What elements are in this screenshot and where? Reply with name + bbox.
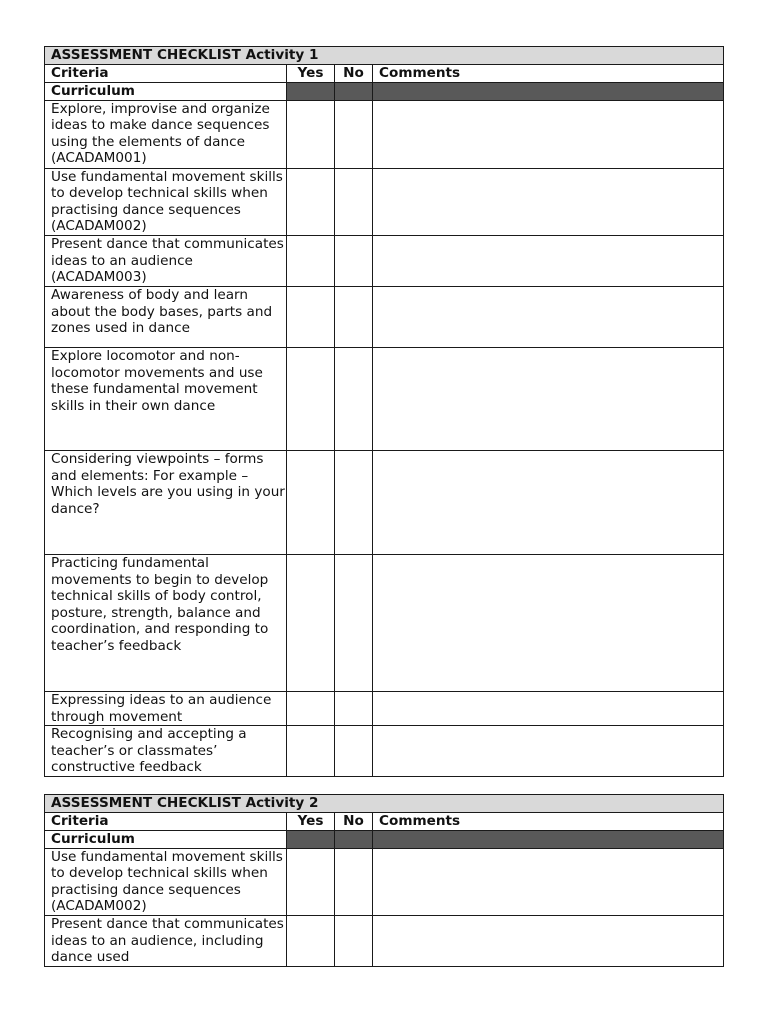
- yes-cell[interactable]: [287, 100, 335, 168]
- section-shade: [287, 831, 335, 849]
- section-shade: [373, 831, 724, 849]
- no-header: No: [335, 65, 373, 83]
- criteria-cell: Present dance that communicates ideas to an audience, including dance used: [45, 915, 287, 966]
- comments-cell[interactable]: [373, 726, 724, 777]
- comments-cell[interactable]: [373, 347, 724, 450]
- no-cell[interactable]: [335, 554, 373, 691]
- criteria-cell: Present dance that communicates ideas to an audience (ACADAM003): [45, 235, 287, 286]
- table-row: [45, 848, 724, 915]
- comments-cell[interactable]: [373, 554, 724, 691]
- criteria-cell: Explore, improvise and organize ideas to make dance sequences using the elements of dance (ACADAM001): [45, 100, 287, 168]
- no-cell[interactable]: [335, 848, 373, 915]
- criteria-cell: Recognising and accepting a teacher’s or classmates’ constructive feedback: [45, 726, 287, 777]
- section-label: Curriculum: [45, 83, 287, 101]
- table-row: [45, 554, 724, 691]
- yes-header: Yes: [287, 65, 335, 83]
- criteria-cell: Use fundamental movement skills to develop technical skills when practising dance sequences (ACADAM002): [45, 168, 287, 235]
- criteria-cell: Awareness of body and learn about the body bases, parts and zones used in dance: [45, 286, 287, 347]
- yes-cell[interactable]: [287, 168, 335, 235]
- criteria-cell: Explore locomotor and non-locomotor movements and use these fundamental movement skills in their own dance: [45, 347, 287, 450]
- no-cell[interactable]: [335, 286, 373, 347]
- comments-cell[interactable]: [373, 235, 724, 286]
- no-header: No: [335, 813, 373, 831]
- table-row: [45, 450, 724, 554]
- section-row: [45, 83, 724, 101]
- assessment-checklist-activity-2: [44, 794, 724, 967]
- table-row: [45, 691, 724, 725]
- comments-cell[interactable]: [373, 286, 724, 347]
- criteria-cell: Use fundamental movement skills to develop technical skills when practising dance sequences (ACADAM002): [45, 848, 287, 915]
- assessment-checklist-activity-1: [44, 46, 724, 777]
- section-shade: [373, 83, 724, 101]
- no-cell[interactable]: [335, 726, 373, 777]
- yes-cell[interactable]: [287, 347, 335, 450]
- section-label: Curriculum: [45, 831, 287, 849]
- criteria-cell: Expressing ideas to an audience through movement: [45, 691, 287, 725]
- table-row: [45, 347, 724, 450]
- comments-cell[interactable]: [373, 691, 724, 725]
- table-title-row: [45, 795, 724, 813]
- criteria-cell: Considering viewpoints – forms and elements: For example – Which levels are you using in your dance?: [45, 450, 287, 554]
- yes-cell[interactable]: [287, 915, 335, 966]
- table-row: [45, 915, 724, 966]
- comments-cell[interactable]: [373, 915, 724, 966]
- comments-header: Comments: [373, 65, 724, 83]
- comments-cell[interactable]: [373, 450, 724, 554]
- yes-cell[interactable]: [287, 235, 335, 286]
- checklist-title: ASSESSMENT CHECKLIST Activity 2: [45, 795, 724, 813]
- yes-cell[interactable]: [287, 450, 335, 554]
- checklist-title: ASSESSMENT CHECKLIST Activity 1: [45, 47, 724, 65]
- table-title-row: [45, 47, 724, 65]
- no-cell[interactable]: [335, 347, 373, 450]
- comments-cell[interactable]: [373, 168, 724, 235]
- section-shade: [287, 83, 335, 101]
- section-shade: [335, 83, 373, 101]
- no-cell[interactable]: [335, 100, 373, 168]
- comments-header: Comments: [373, 813, 724, 831]
- table-row: [45, 286, 724, 347]
- table-header-row: [45, 65, 724, 83]
- table-row: [45, 100, 724, 168]
- no-cell[interactable]: [335, 450, 373, 554]
- yes-cell[interactable]: [287, 726, 335, 777]
- section-shade: [335, 831, 373, 849]
- no-cell[interactable]: [335, 691, 373, 725]
- yes-header: Yes: [287, 813, 335, 831]
- criteria-header: Criteria: [45, 65, 287, 83]
- comments-cell[interactable]: [373, 100, 724, 168]
- comments-cell[interactable]: [373, 848, 724, 915]
- no-cell[interactable]: [335, 235, 373, 286]
- yes-cell[interactable]: [287, 691, 335, 725]
- criteria-cell: Practicing fundamental movements to begin to develop technical skills of body control, posture, strength, balance and coordination, and responding to teacher’s feedback: [45, 554, 287, 691]
- table-row: [45, 168, 724, 235]
- yes-cell[interactable]: [287, 848, 335, 915]
- table-header-row: [45, 813, 724, 831]
- no-cell[interactable]: [335, 168, 373, 235]
- criteria-header: Criteria: [45, 813, 287, 831]
- table-row: [45, 235, 724, 286]
- section-row: [45, 831, 724, 849]
- yes-cell[interactable]: [287, 286, 335, 347]
- no-cell[interactable]: [335, 915, 373, 966]
- yes-cell[interactable]: [287, 554, 335, 691]
- table-row: [45, 726, 724, 777]
